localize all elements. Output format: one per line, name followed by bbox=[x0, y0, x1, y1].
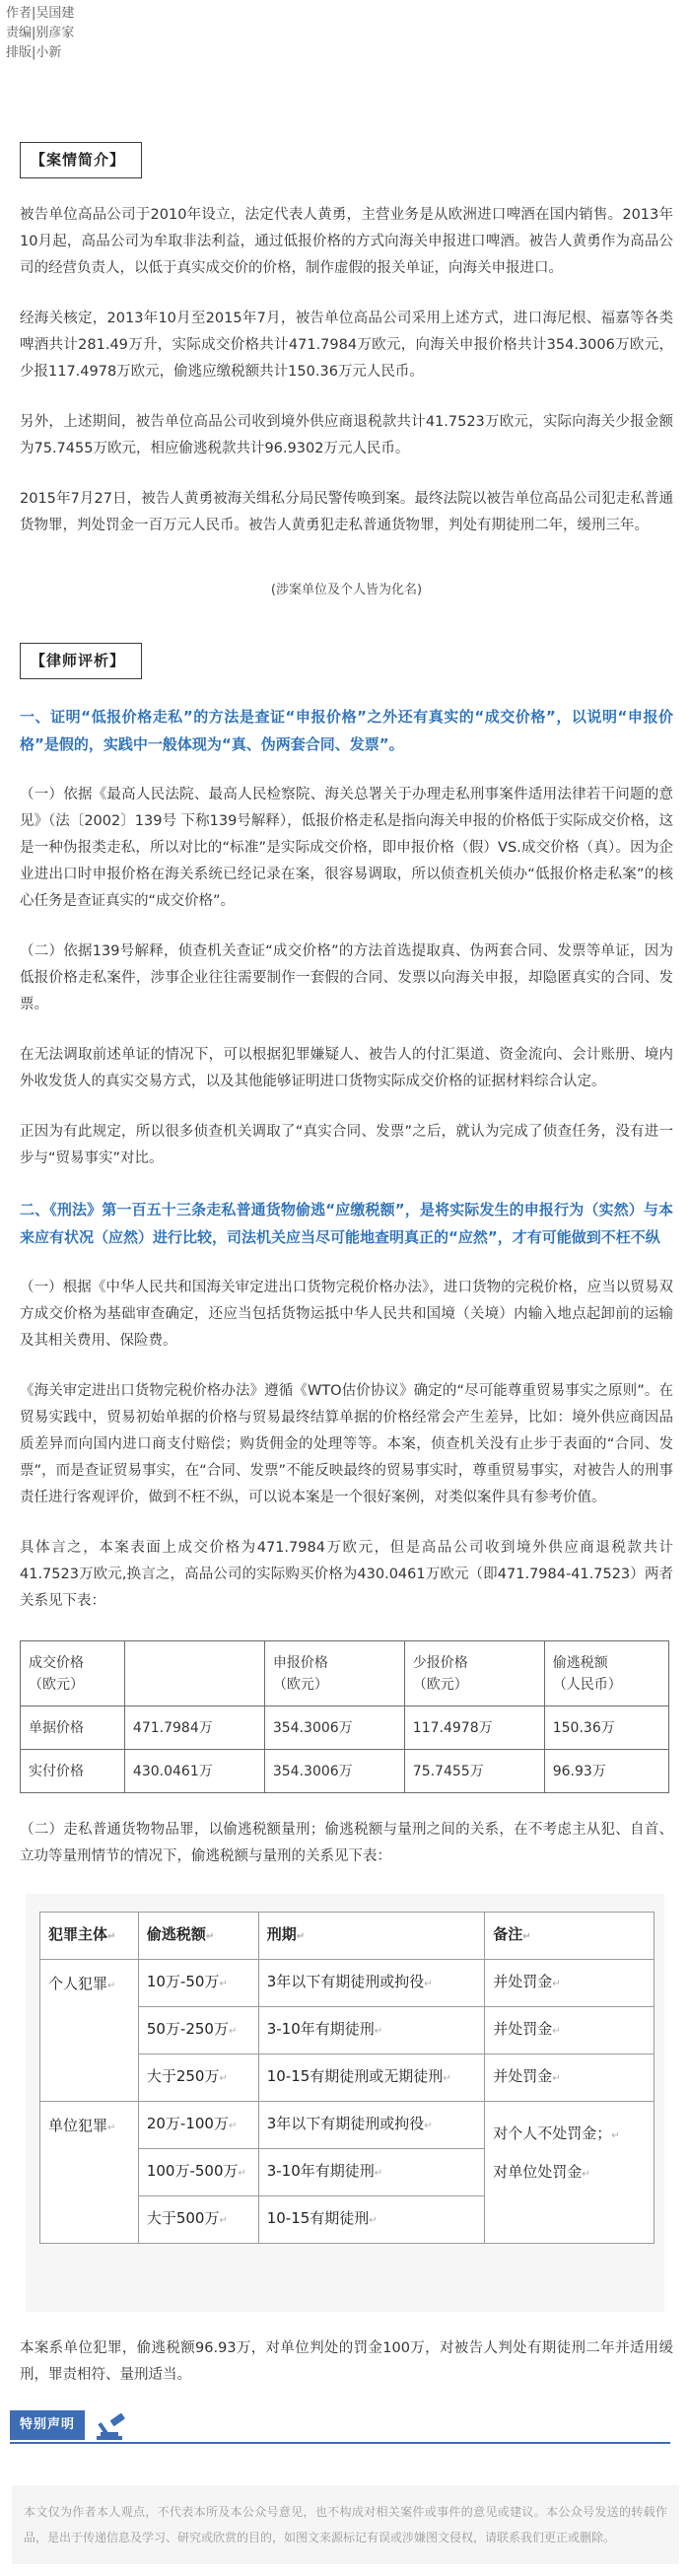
alias-note: (涉案单位及个人皆为化名) bbox=[270, 583, 423, 597]
layout-line: 排版|小新 bbox=[6, 45, 62, 60]
table-cell: 大于500万↵ bbox=[138, 2196, 258, 2244]
table-row bbox=[21, 1750, 669, 1793]
analysis-paragraph: （二）走私普通货物物品罪，以偷逃税额量刑；偷逃税额与量刑之间的关系，在不考虑主从犯、自首、立功等量刑情节的情况下，偷逃税额与量刑的关系见下表： bbox=[20, 1822, 673, 1864]
analysis-paragraph: 正因为有此规定，所以很多侦查机关调取了“真实合同、发票”之后，就认为完成了侦查任务，没有进一步与“贸易事实”对比。 bbox=[20, 1124, 673, 1166]
case-paragraph: 经海关核定，2013年10月至2015年7月，被告单位高品公司采用上述方式，进口海尼根、福嘉等各类啤酒共计281.49万升，实际成交价格共计471.7984万欧元，向海关申报价格共计354.3006万欧元，少报117.4978万欧元，偷逃应缴税额共计150.36万元人民币。 bbox=[20, 311, 673, 380]
article-meta bbox=[0, 0, 689, 63]
table-header-cell: 备注↵ bbox=[485, 1913, 655, 1960]
table-cell: 354.3006万 bbox=[264, 1750, 404, 1793]
table-cell: 并处罚金↵ bbox=[485, 2007, 655, 2054]
author-line: 作者|吴国建 bbox=[6, 6, 75, 21]
table-cell: 并处罚金↵ bbox=[485, 1960, 655, 2007]
table-cell: 96.93万 bbox=[544, 1750, 668, 1793]
table-header-cell: 偷逃税额↵ bbox=[138, 1913, 258, 1960]
table-cell: 10万-50万↵ bbox=[138, 1960, 258, 2007]
analysis-paragraph: 具体言之，本案表面上成交价格为471.7984万欧元，但是高品公司收到境外供应商退税款共计41.7523万欧元,换言之，高品公司的实际购买价格为430.0461万欧元（即471.7984-41.7523）两者关系见下表： bbox=[20, 1540, 673, 1609]
table-cell: 并处罚金↵ bbox=[485, 2054, 655, 2102]
case-paragraph: 2015年7月27日，被告人黄勇被海关缉私分局民警传唤到案。最终法院以被告单位高品公司犯走私普通货物罪，判处罚金一百万元人民币。被告人黄勇犯走私普通货物罪，判处有期徒刑二年，缓刑三年。 bbox=[20, 491, 673, 533]
analysis-paragraph: （一）依据《最高人民法院、最高人民检察院、海关总署关于办理走私刑事案件适用法律若干问题的意见》（法〔2002〕139号 下称139号解释），低报价格走私是指向海关申报的价格低于实际成交价格，这是一种伪报类走私，所以对比的“标准”是实际成交价格，即申报价格（假）VS.成交价格（真）。因为企业进出口时申报价格在海关系统已经记录在案，很容易调取，所以侦查机关侦办“低报价格走私案”的核心任务是查证真实的“成交价格”。 bbox=[20, 787, 673, 909]
case-paragraph: 另外，上述期间，被告单位高品公司收到境外供应商退税款共计41.7523万欧元，实际向海关少报金额为75.7455万欧元，相应偷逃税款共计96.9302万元人民币。 bbox=[20, 414, 673, 456]
table-row bbox=[40, 1960, 655, 2007]
table-header-cell: 刑期↵ bbox=[258, 1913, 485, 1960]
price-comparison-table bbox=[20, 1640, 669, 1793]
conclusion-paragraph: 本案系单位犯罪，偷逃税额96.93万，对单位判处的罚金100万，对被告人判处有期徒刑二年并适用缓刑，罪责相符、量刑适当。 bbox=[20, 2340, 673, 2383]
table-cell: 75.7455万 bbox=[404, 1750, 544, 1793]
case-paragraph: 被告单位高品公司于2010年设立，法定代表人黄勇，主营业务是从欧洲进口啤酒在国内销售。2013年10月起，高品公司为牟取非法利益，通过低报价格的方式向海关申报进口啤酒。被告人黄勇作为高品公司的经营负责人，以低于真实成交价的价格，制作虚假的报关单证，向海关申报进口。 bbox=[20, 207, 673, 276]
declaration-banner bbox=[10, 2410, 670, 2446]
table-cell: 354.3006万 bbox=[264, 1706, 404, 1750]
table-header-cell: 犯罪主体↵ bbox=[40, 1913, 139, 1960]
article-body bbox=[0, 63, 689, 2389]
table-cell: 430.0461万 bbox=[124, 1750, 264, 1793]
table-cell: 20万-100万↵ bbox=[138, 2102, 258, 2149]
table-cell: 150.36万 bbox=[544, 1706, 668, 1750]
table-header-cell bbox=[124, 1641, 264, 1706]
sentencing-table bbox=[39, 1912, 655, 2244]
table-row-label: 单位犯罪↵ bbox=[40, 2102, 139, 2244]
disclaimer-text: 本文仅为作者本人观点，不代表本所及本公众号意见，也不构成对相关案件或事件的意见或建议。本公众号发送的转载作品，是出于传递信息及学习、研究或欣赏的目的，如图文来源标记有误或涉嫌图文侵权，请联系我们更正或删除。 bbox=[12, 2485, 679, 2564]
table-cell: 3年以下有期徒刑或拘役↵ bbox=[258, 1960, 485, 2007]
table-header-row bbox=[21, 1641, 669, 1706]
sentencing-table-image bbox=[26, 1894, 664, 2312]
table-cell: 10-15有期徒刑↵ bbox=[258, 2196, 485, 2244]
table-cell: 10-15有期徒刑或无期徒刑↵ bbox=[258, 2054, 485, 2102]
analysis-paragraph: （二）依据139号解释，侦查机关查证“成交价格”的方法首选提取真、伪两套合同、发票等单证，因为低报价格走私案件，涉事企业往往需要制作一套假的合同、发票以向海关申报，却隐匿真实的合同、发票。 bbox=[20, 943, 673, 1012]
table-row-label: 个人犯罪↵ bbox=[40, 1960, 139, 2102]
declaration-divider bbox=[10, 2442, 670, 2444]
table-cell: 100万-500万↵ bbox=[138, 2149, 258, 2196]
table-cell: 大于250万↵ bbox=[138, 2054, 258, 2102]
analysis-heading-1: 一、证明“低报价格走私”的方法是查证“申报价格”之外还有真实的“成交价格”，以说明“申报价格”是假的，实践中一般体现为“真、伪两套合同、发票”。 bbox=[20, 708, 673, 753]
table-cell: 471.7984万 bbox=[124, 1706, 264, 1750]
table-header-cell: 申报价格 （欧元） bbox=[264, 1641, 404, 1706]
gavel-icon bbox=[91, 2412, 130, 2442]
table-cell: 50万-250万↵ bbox=[138, 2007, 258, 2054]
table-cell: 117.4978万 bbox=[404, 1706, 544, 1750]
table-row bbox=[21, 1706, 669, 1750]
lawyer-section-title: 【律师评析】 bbox=[20, 643, 142, 679]
table-header-cell: 少报价格 （欧元） bbox=[404, 1641, 544, 1706]
editor-line: 责编|别彦家 bbox=[6, 26, 75, 40]
case-section-title: 【案情简介】 bbox=[20, 142, 142, 178]
table-row-label: 单据价格 bbox=[21, 1706, 125, 1750]
declaration-tag: 特别声明 bbox=[10, 2410, 85, 2440]
analysis-paragraph: 《海关审定进出口货物完税价格办法》遵循《WTO估价协议》确定的“尽可能尊重贸易事实之原则”。在贸易实践中，贸易初始单据的价格与贸易最终结算单据的价格经常会产生差异，比如：境外供应商因品质差异而向国内进口商支付赔偿；购货佣金的处理等等。本案，侦查机关没有止步于表面的“合同、发票”，而是查证贸易事实，在“合同、发票”不能反映最终的贸易事实时，尊重贸易事实，对被告人的刑事责任进行客观评价，做到不枉不纵，可以说本案是一个很好案例，对类似案件具有参考价值。 bbox=[20, 1383, 673, 1505]
table-header-cell: 成交价格 （欧元） bbox=[21, 1641, 125, 1706]
analysis-paragraph: （一）根据《中华人民共和国海关审定进出口货物完税价格办法》，进口货物的完税价格，应当以贸易双方成交价格为基础审查确定，还应当包括货物运抵中华人民共和国境（关境）内输入地点起卸前的运输及其相关费用、保险费。 bbox=[20, 1280, 673, 1349]
table-header-row bbox=[40, 1913, 655, 1960]
table-cell: 3-10年有期徒刑↵ bbox=[258, 2007, 485, 2054]
table-row bbox=[40, 2102, 655, 2149]
table-header-cell: 偷逃税额 （人民币） bbox=[544, 1641, 668, 1706]
table-cell: 3-10年有期徒刑↵ bbox=[258, 2149, 485, 2196]
table-cell: 3年以下有期徒刑或拘役↵ bbox=[258, 2102, 485, 2149]
analysis-paragraph: 在无法调取前述单证的情况下，可以根据犯罪嫌疑人、被告人的付汇渠道、资金流向、会计账册、境内外收发货人的真实交易方式，以及其他能够证明进口货物实际成交价格的证据材料综合认定。 bbox=[20, 1047, 673, 1089]
analysis-heading-2: 二、《刑法》第一百五十三条走私普通货物偷逃“应缴税额”，是将实际发生的申报行为（实然）与本来应有状况（应然）进行比较，司法机关应当尽可能地查明真正的“应然”，才有可能做到不枉不纵 bbox=[20, 1201, 673, 1246]
table-cell: 对个人不处罚金；↵ 对单位处罚金↵ bbox=[485, 2102, 655, 2244]
table-row-label: 实付价格 bbox=[21, 1750, 125, 1793]
